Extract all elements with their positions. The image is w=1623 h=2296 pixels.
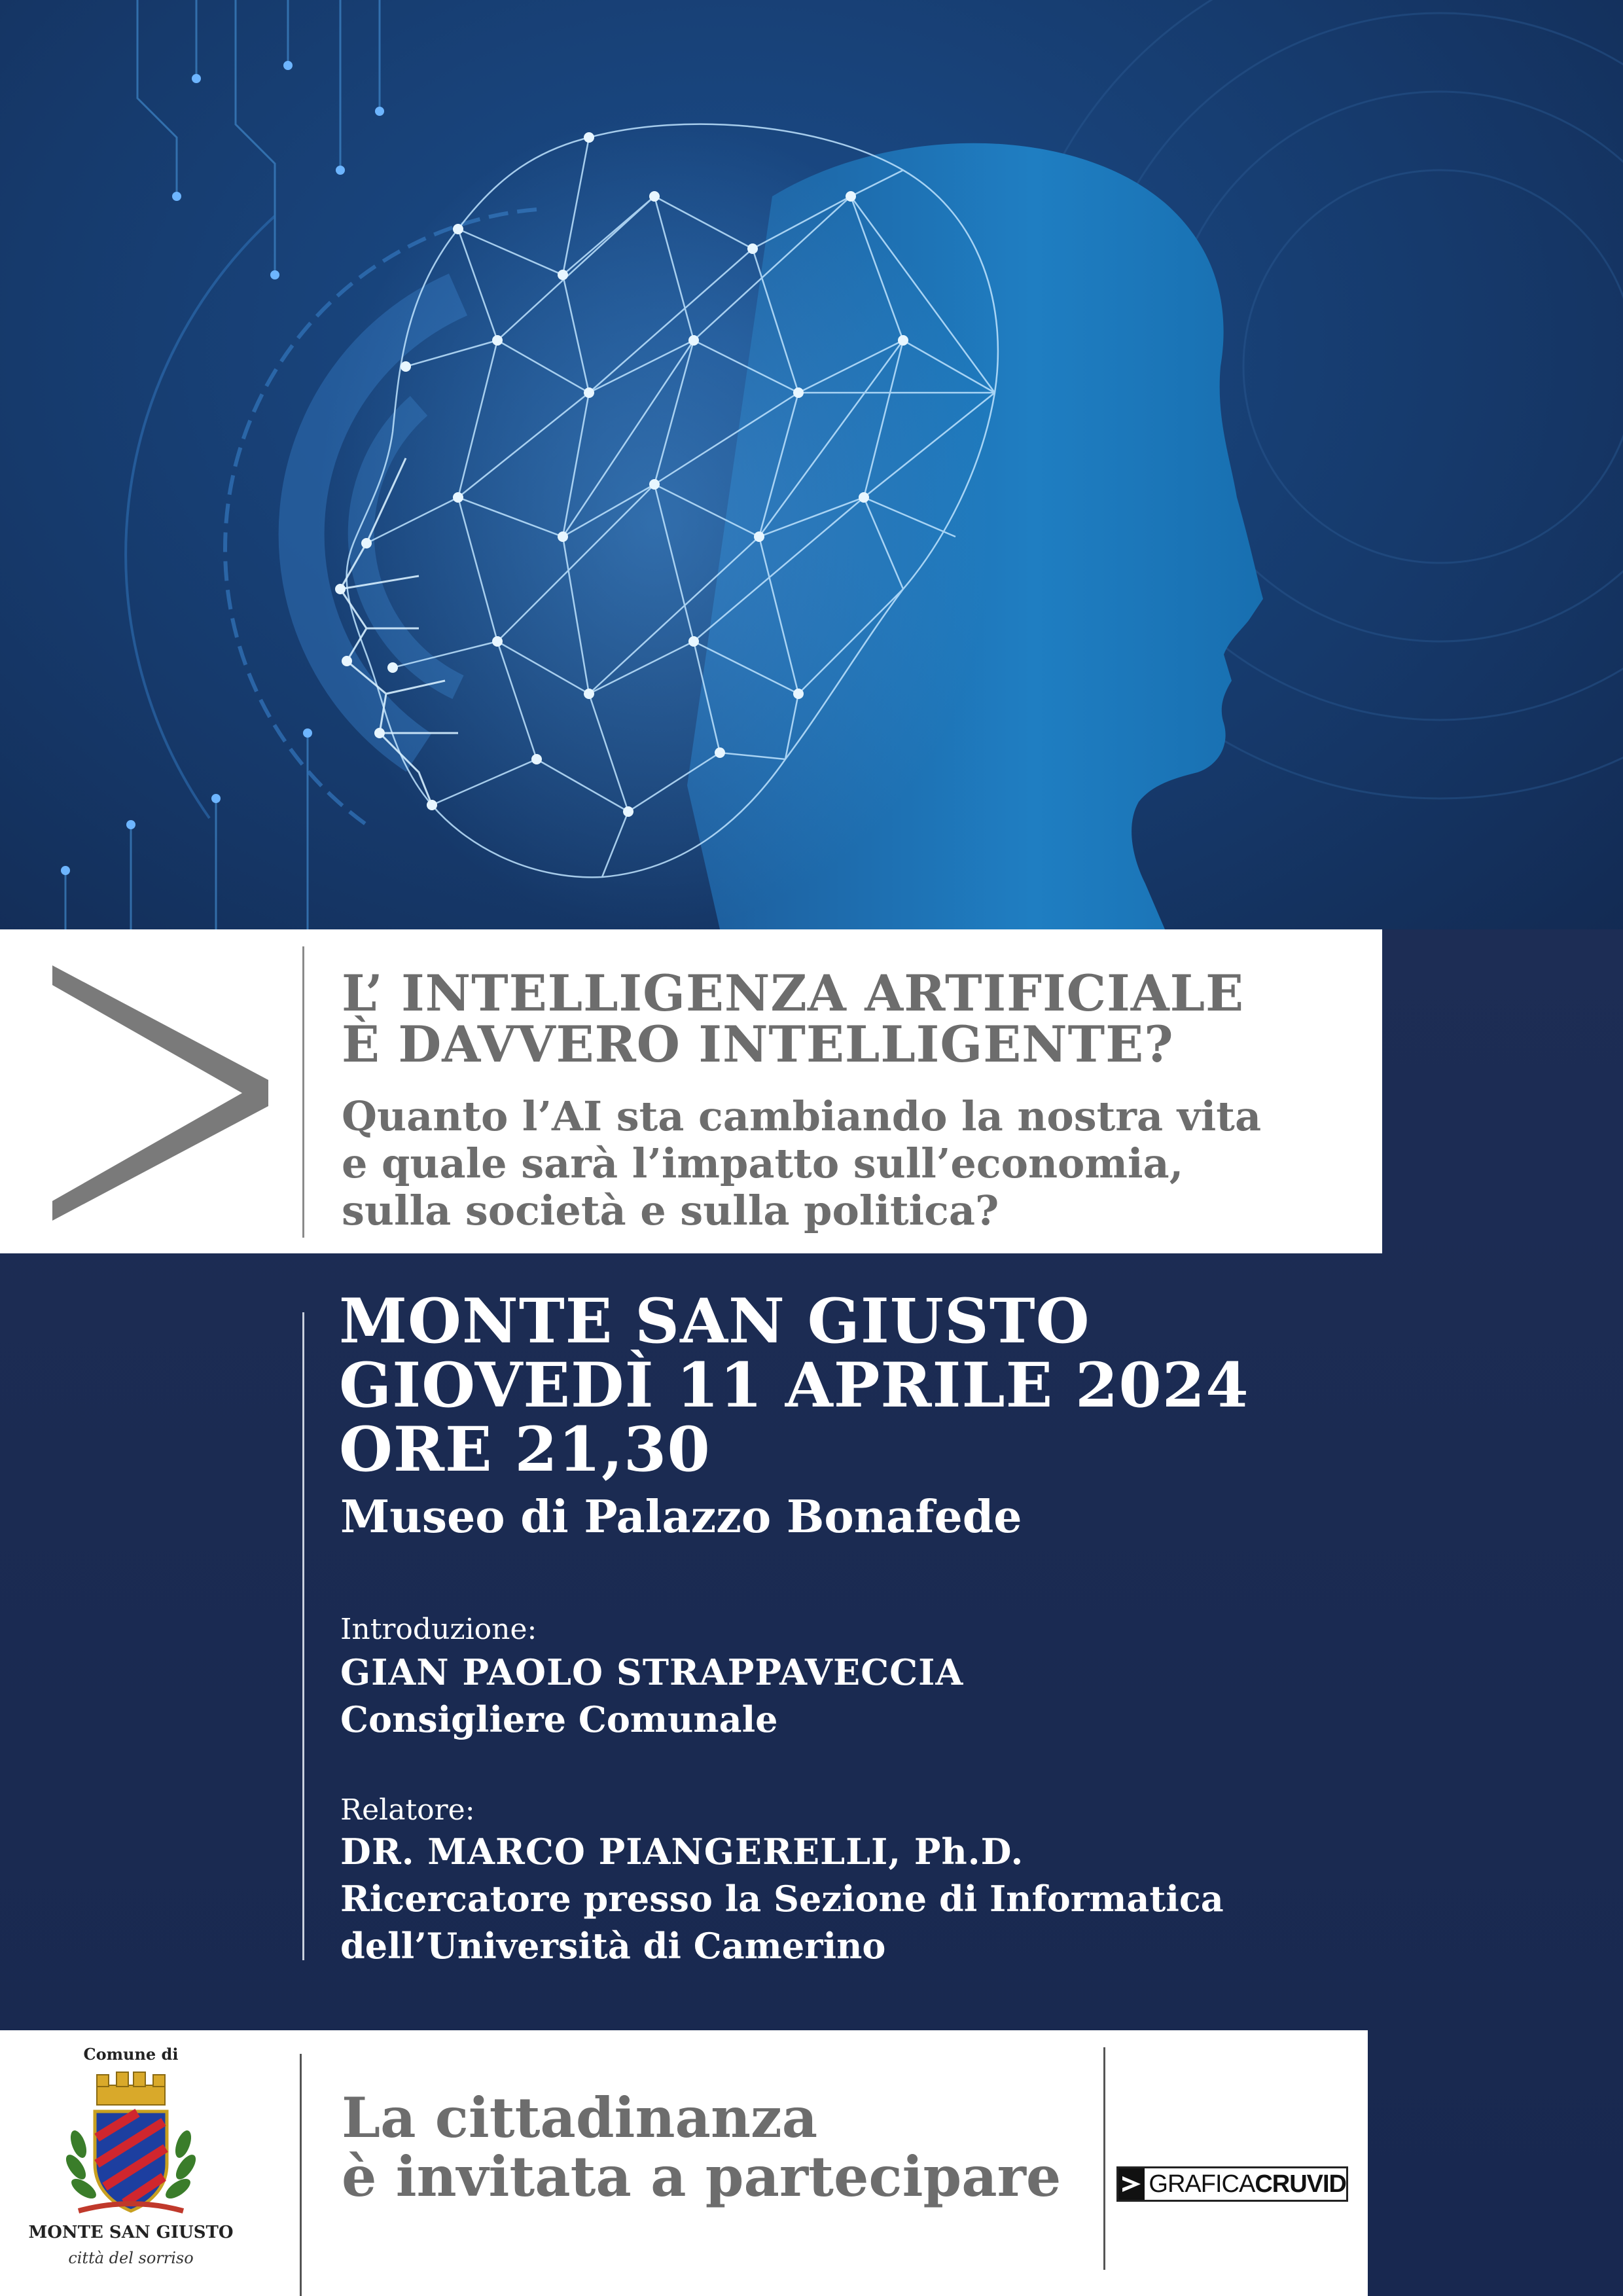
printer-name-part1: GRAFICA xyxy=(1149,2170,1255,2198)
event-place: MONTE SAN GIUSTO xyxy=(339,1285,1090,1357)
invite-line-1: La cittadinanza xyxy=(342,2085,818,2150)
speaker-role-line-1: Ricercatore presso la Sezione di Informatica xyxy=(340,1878,1224,1920)
title-divider xyxy=(302,946,304,1238)
chevron-right-icon xyxy=(52,965,268,1221)
crest-shield-icon xyxy=(59,2066,203,2223)
printer-name-part2: CRUVID xyxy=(1255,2170,1346,2198)
event-divider xyxy=(302,1312,304,1960)
intro-label: Introduzione: xyxy=(340,1613,537,1646)
subtitle-line-3: sulla società e sulla politica? xyxy=(342,1187,999,1234)
event-date: GIOVEDÌ 11 APRILE 2024 xyxy=(339,1350,1249,1422)
footer-panel xyxy=(0,2030,1368,2296)
crest-name-label: MONTE SAN GIUSTO xyxy=(28,2223,234,2242)
title-panel xyxy=(0,929,1382,1253)
printer-logo xyxy=(1116,2166,1348,2202)
speaker-role-line-2: dell’Università di Camerino xyxy=(340,1925,886,1967)
printer-name xyxy=(1145,2170,1346,2198)
title-line-1: L’ INTELLIGENZA ARTIFICIALE xyxy=(342,964,1245,1022)
subtitle-line-1: Quanto l’AI sta cambiando la nostra vita xyxy=(342,1092,1262,1140)
crest-motto-label: città del sorriso xyxy=(68,2249,194,2267)
subtitle-line-2: e quale sarà l’impatto sull’economia, xyxy=(342,1139,1184,1187)
title-line-2: È DAVVERO INTELLIGENTE? xyxy=(342,1015,1174,1073)
speaker-label: Relatore: xyxy=(340,1793,475,1827)
printer-mark-icon xyxy=(1118,2168,1145,2200)
speaker-name: DR. MARCO PIANGERELLI, Ph.D. xyxy=(340,1831,1024,1873)
intro-name: GIAN PAOLO STRAPPAVECCIA xyxy=(340,1651,964,1693)
municipal-crest xyxy=(26,2042,275,2291)
intro-role: Consigliere Comunale xyxy=(340,1698,778,1740)
event-venue: Museo di Palazzo Bonafede xyxy=(340,1491,1022,1543)
footer-divider-left xyxy=(300,2054,302,2296)
invite-line-2: è invitata a partecipare xyxy=(342,2144,1061,2209)
crest-top-label: Comune di xyxy=(83,2045,179,2064)
event-time: ORE 21,30 xyxy=(339,1414,711,1486)
footer-divider-right xyxy=(1103,2047,1105,2270)
